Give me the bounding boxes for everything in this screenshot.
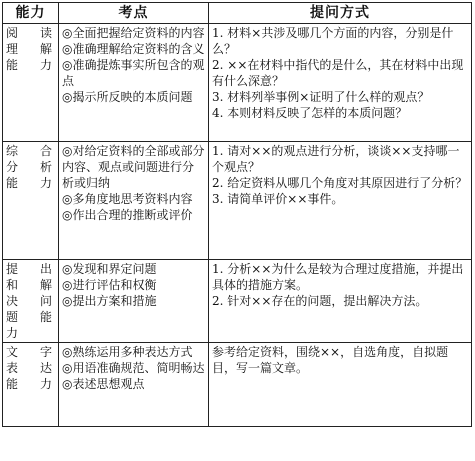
ability-label-line: 能力: [6, 377, 55, 391]
ability-cell: [3, 142, 59, 260]
exam-point-item: ◎作出合理的推断或评价: [62, 208, 193, 222]
exam-point-item: ◎对给定资料的全部或部分内容、观点或问题进行分析或归纳: [62, 144, 205, 190]
exam-point-item: ◎发现和界定问题: [62, 262, 157, 276]
exam-point-item: ◎多角度地思考资料内容: [62, 192, 193, 206]
ability-label-line: 提 出: [6, 262, 55, 276]
ability-label-line: 表 达: [6, 361, 55, 375]
question-form-cell: [209, 343, 472, 427]
exam-points-cell: [59, 142, 209, 260]
exam-point-item: ◎揭示所反映的本质问题: [62, 90, 193, 104]
ability-label-line: 综 合: [6, 144, 55, 158]
table-row: [3, 260, 472, 343]
question-item: 4. 本则材料反映了怎样的本质问题？: [212, 106, 408, 120]
table-row: [3, 343, 472, 427]
ability-label-line: 文 字: [6, 345, 55, 359]
exam-point-item: ◎全面把握给定资料的内容: [62, 26, 205, 40]
question-item: 2. 针对××存在的问题，提出解决方法。: [212, 294, 428, 308]
table-row: [3, 24, 472, 142]
question-item: 2. ××在材料中指代的是什么，其在材料中出现有什么深意？: [212, 58, 464, 88]
question-item: 2. 给定资料从哪几个角度对其原因进行了分析？: [212, 176, 468, 190]
question-item: 1. 材料×共涉及哪几个方面的内容，分别是什么？: [212, 26, 454, 56]
ability-label-line: 题 能: [6, 310, 55, 324]
ability-exam-table: [2, 2, 472, 427]
exam-points-cell: [59, 24, 209, 142]
question-item: 3. 材料列举事例×证明了什么样的观点？: [212, 90, 430, 104]
exam-point-item: ◎用语准确规范、简明畅达: [62, 361, 205, 375]
header-ability: 能力: [3, 3, 59, 24]
ability-label-line: 分 析: [6, 160, 55, 174]
ability-label-line: 决 问: [6, 294, 55, 308]
exam-points-cell: [59, 260, 209, 343]
ability-cell: [3, 343, 59, 427]
exam-points-cell: [59, 343, 209, 427]
question-form-cell: [209, 260, 472, 343]
question-item: 参考给定资料，围绕××，自选角度，自拟题目，写一篇文章。: [212, 345, 449, 375]
header-exam-points: 考点: [59, 3, 209, 24]
question-form-cell: [209, 142, 472, 260]
question-item: 1. 分析××为什么是较为合理过度措施，并提出具体的措施方案。: [212, 262, 464, 292]
table-row: [3, 142, 472, 260]
ability-label-line: 阅 读: [6, 26, 55, 40]
ability-label-line: 能力: [6, 176, 55, 190]
header-row: [3, 3, 472, 24]
ability-label-line: 理 解: [6, 42, 55, 56]
header-question-form: 提问方式: [209, 3, 472, 24]
exam-point-item: ◎提出方案和措施: [62, 294, 157, 308]
ability-label-line: 和 解: [6, 278, 55, 292]
exam-point-item: ◎准确理解给定资料的含义: [62, 42, 205, 56]
exam-point-item: ◎熟练运用多种表达方式: [62, 345, 193, 359]
ability-cell: [3, 24, 59, 142]
ability-label-line: 能力: [6, 58, 55, 72]
exam-point-item: ◎进行评估和权衡: [62, 278, 157, 292]
exam-point-item: ◎表述思想观点: [62, 377, 145, 391]
table-body: [3, 24, 472, 427]
question-item: 1. 请对××的观点进行分析，谈谈××支持哪一个观点？: [212, 144, 460, 174]
question-item: 3. 请简单评价××事件。: [212, 192, 344, 206]
question-form-cell: [209, 24, 472, 142]
ability-label-line: 力: [6, 326, 22, 340]
ability-cell: [3, 260, 59, 343]
exam-point-item: ◎准确提炼事实所包含的观点: [62, 58, 205, 88]
